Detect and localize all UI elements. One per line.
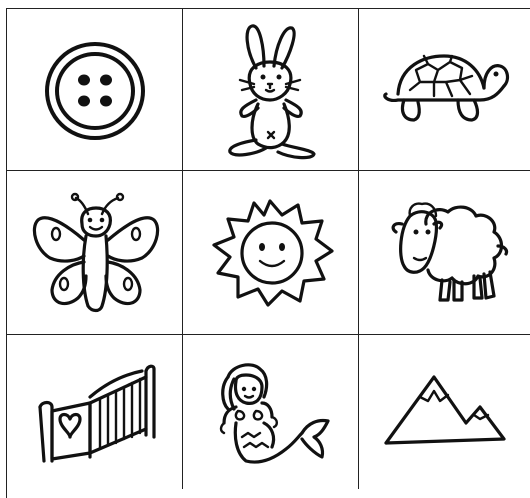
grid-cell [7, 171, 182, 334]
bunny-icon [216, 20, 326, 160]
grid-cell [183, 171, 358, 334]
turtle-icon [380, 50, 510, 130]
butterfly-icon [30, 188, 160, 318]
grid-cell [359, 171, 530, 334]
grid-cell [7, 335, 182, 489]
grid-cell [7, 9, 182, 170]
grid-cell [359, 9, 530, 170]
sheep-icon [380, 198, 510, 308]
grid-cell [183, 335, 358, 489]
crib-icon [30, 357, 160, 467]
sun-icon [206, 193, 336, 313]
grid-cell [183, 9, 358, 170]
button-icon [40, 35, 150, 145]
grid-cell [359, 335, 530, 489]
mountain-icon [380, 367, 510, 457]
mermaid-icon [206, 357, 336, 467]
